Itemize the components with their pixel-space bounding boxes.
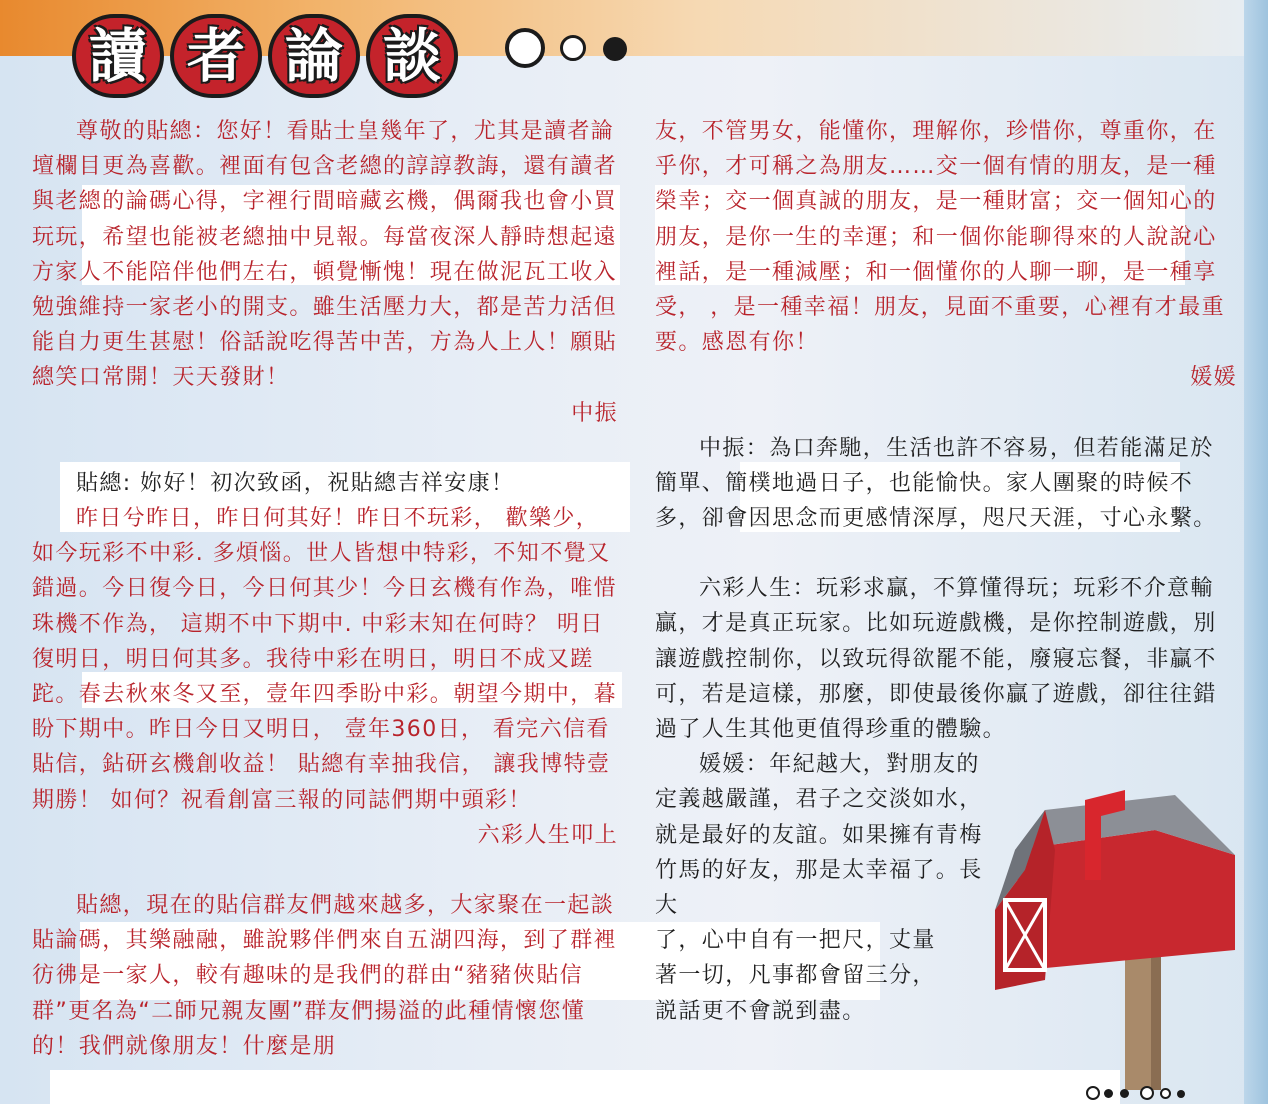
title-char-3: 論	[268, 14, 360, 98]
decor-dot-large-icon	[505, 28, 545, 68]
paragraph-gap	[655, 396, 1237, 431]
footer-dot-icon	[1104, 1089, 1113, 1098]
paper-patch	[50, 1070, 1120, 1104]
decor-dot-small-icon	[603, 37, 627, 61]
title-char-1: 讀	[72, 14, 164, 98]
title-char-2: 者	[170, 14, 262, 98]
column-title	[72, 14, 458, 98]
footer-dot-icon	[1086, 1086, 1100, 1100]
letter-3-signature: 媛媛	[1190, 365, 1237, 391]
footer-dot-icon	[1120, 1089, 1129, 1098]
letter-1-signature: 中振	[571, 400, 618, 426]
paragraph-gap	[32, 853, 618, 888]
reader-letter-3-continued: 友，不管男女，能懂你，理解你，珍惜你，尊重你，在乎你，才可稱之為朋友……交一個有情的朋友，是一種榮幸；交一個真誠的朋友，是一種財富；交一個知心的朋友，是你一生的幸運；和一個你能聊得來的人說說心裡話，是一種減壓；和一個懂你的人聊一聊，是一種享受， ，是一種幸福！朋友，見面不重要，心裡有才最重要。感恩有你！	[655, 119, 1225, 356]
title-char-4: 談	[366, 14, 458, 98]
reader-letter-2-greeting: 貼總: 妳好！初次致函，祝貼總吉祥安康！	[76, 470, 515, 496]
editor-reply-1: 中振：為口奔馳，生活也許不容易，但若能滿足於簡單、簡樸地過日子，也能愉快。家人團聚的時候不多，卻會因思念而更感情深厚，咫尺天涯，寸心永繫。	[655, 435, 1217, 532]
editor-reply-2: 六彩人生：玩彩求贏，不算懂得玩；玩彩不介意輸贏，才是真正玩家。比如玩遊戲機，是你控制遊戲，別讓遊戲控制你，以致玩得欲罷不能，廢寢忘餐，非贏不可，若是這樣，那麼，即使最後你贏了遊戲，卻往往錯過了人生其他更值得珍重的體驗。	[655, 576, 1217, 743]
letter-2-signature: 六彩人生叩上	[477, 822, 618, 848]
left-column	[32, 114, 618, 1064]
reader-letter-3: 貼總，現在的貼信群友們越來越多，大家聚在一起談貼論碼，其樂融融，雖說夥伴們來自五湖四海，到了群裡彷彿是一家人，較有趣味的是我們的群由“豬豬俠貼信群”更名為“二師兄親友團”群友們揚溢的此種情懷您懂的！我們就像朋友！什麼是朋	[32, 893, 618, 1059]
paragraph-gap	[655, 536, 1237, 571]
footer-dot-icon	[1160, 1088, 1171, 1099]
reader-letter-1: 尊敬的貼總：您好！看貼士皇幾年了，尤其是讀者論壇欄目更為喜歡。裡面有包含老總的諄諄教誨，還有讀者與老總的論碼心得，字裡行間暗藏玄機，偶爾我也會小買玩玩，希望也能被老總抽中見報。每當夜深人靜時想起遠方家人不能陪伴他們左右，頓覺慚愧！現在做泥瓦工收入勉強維持一家老小的開支。雖生活壓力大，都是苦力活但能自力更生甚慰！俗話說吃得苦中苦，方為人上人！願貼總笑口常開！天天發財！	[32, 119, 618, 391]
editor-reply-3: 媛媛：年紀越大，對朋友的定義越嚴謹，君子之交淡如水，就是最好的友誼。如果擁有青梅竹馬的好友，那是太幸福了。長大	[655, 752, 983, 919]
paragraph-gap	[32, 431, 618, 466]
decor-dot-medium-icon	[560, 35, 586, 61]
reader-letter-2-body: 昨日兮昨日，昨日何其好！昨日不玩彩， 歡樂少，如今玩彩不中彩. 多煩惱。世人皆想中特彩，不知不覺又錯過。今日復今日，今日何其少！今日玄機有作為，唯惜珠機不作為， 這期不中下期中. 中彩末知在何時？ 明日復明日，明日何其多。我待中彩在明日，明日不成又蹉跎。春去秋來冬又至，壹年四季盼中彩。朝望今期中，暮盼下期中。昨日今日又明日， 壹年360日， 看完六信看貼信，鉆研玄機創收益！ 貼總有幸抽我信， 讓我博特壹期勝！ 如何？祝看創富三報的同誌們期中頭彩！	[32, 506, 618, 813]
mailbox-illustration-icon	[985, 790, 1255, 1090]
editor-reply-3-line: 説話更不會説到盡。	[655, 998, 866, 1024]
footer-dot-icon	[1140, 1086, 1154, 1100]
footer-dot-icon	[1177, 1090, 1185, 1098]
editor-reply-3-line: 著一切，凡事都會留三分，	[655, 963, 936, 989]
editor-reply-3-line: 了，心中自有一把尺，丈量	[655, 928, 936, 954]
